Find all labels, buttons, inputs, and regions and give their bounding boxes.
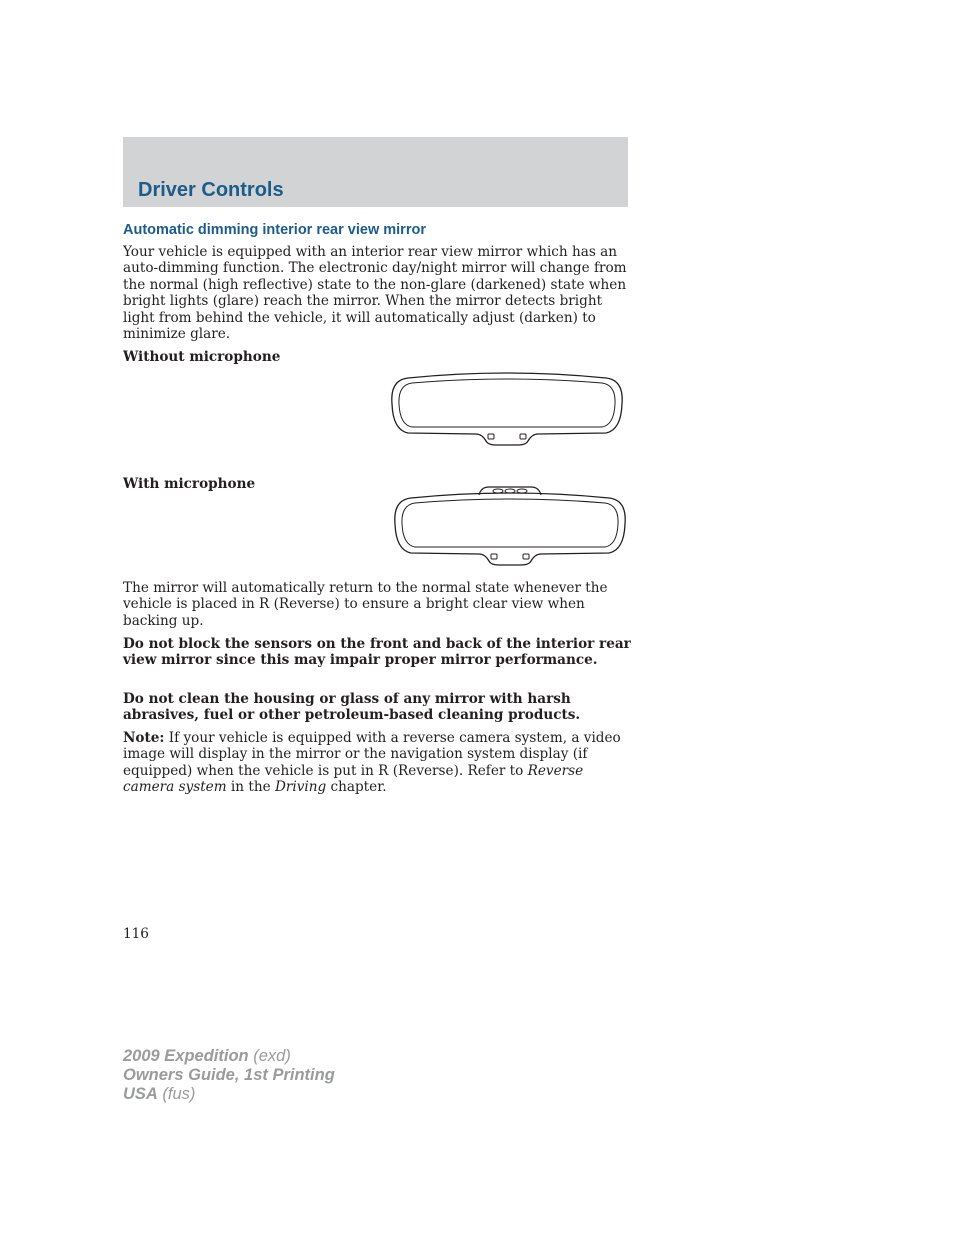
note-text-end: chapter. [326, 779, 387, 796]
mirror-without-microphone-illustration [388, 370, 626, 448]
reverse-paragraph: The mirror will automatically return to the normal state whenever the vehicle is placed in R (Reverse) to ensure a bright clear view when backing up. [123, 580, 608, 629]
page-title: Driver Controls [138, 179, 284, 201]
note-label: Note: [123, 730, 165, 746]
without-microphone-label: Without microphone [123, 349, 281, 365]
section-heading: Automatic dimming interior rear view mirror [123, 222, 426, 238]
mirror-with-microphone-illustration [391, 484, 629, 568]
page-number: 116 [123, 926, 149, 942]
note-reference-topic: Reverse camera system [123, 762, 584, 796]
warning-cleaning: Do not clean the housing or glass of any mirror with harsh abrasives, fuel or other petroleum-based cleaning products. [123, 691, 581, 724]
note-text: If your vehicle is equipped with a reverse camera system, a video image will display in the mirror or the navigation system display (if equipped) when the vehicle is put in R (Reverse). Refer to [123, 730, 621, 779]
note-paragraph [123, 730, 633, 796]
footer-publication-info [123, 1047, 335, 1104]
warning-sensors: Do not block the sensors on the front and back of the interior rear view mirror since this may impair proper mirror performance. [123, 636, 631, 669]
intro-paragraph: Your vehicle is equipped with an interior rear view mirror which has an auto-dimming function. The electronic day/night mirror will change from the normal (high reflective) state to the non-glare (darkened) state when bright lights (glare) reach the mirror. When the mirror detects bright light from behind the vehicle, it will automatically adjust (darken) to minimize glare. [123, 244, 627, 343]
footer-line-model: 2009 Expedition (exd) [123, 1047, 291, 1065]
footer-line-guide: Owners Guide, 1st Printing [123, 1066, 335, 1084]
note-reference-chapter: Driving [274, 779, 327, 796]
footer-line-region: USA (fus) [123, 1085, 196, 1103]
with-microphone-label: With microphone [123, 476, 256, 492]
note-text-connector: in the [226, 779, 275, 796]
